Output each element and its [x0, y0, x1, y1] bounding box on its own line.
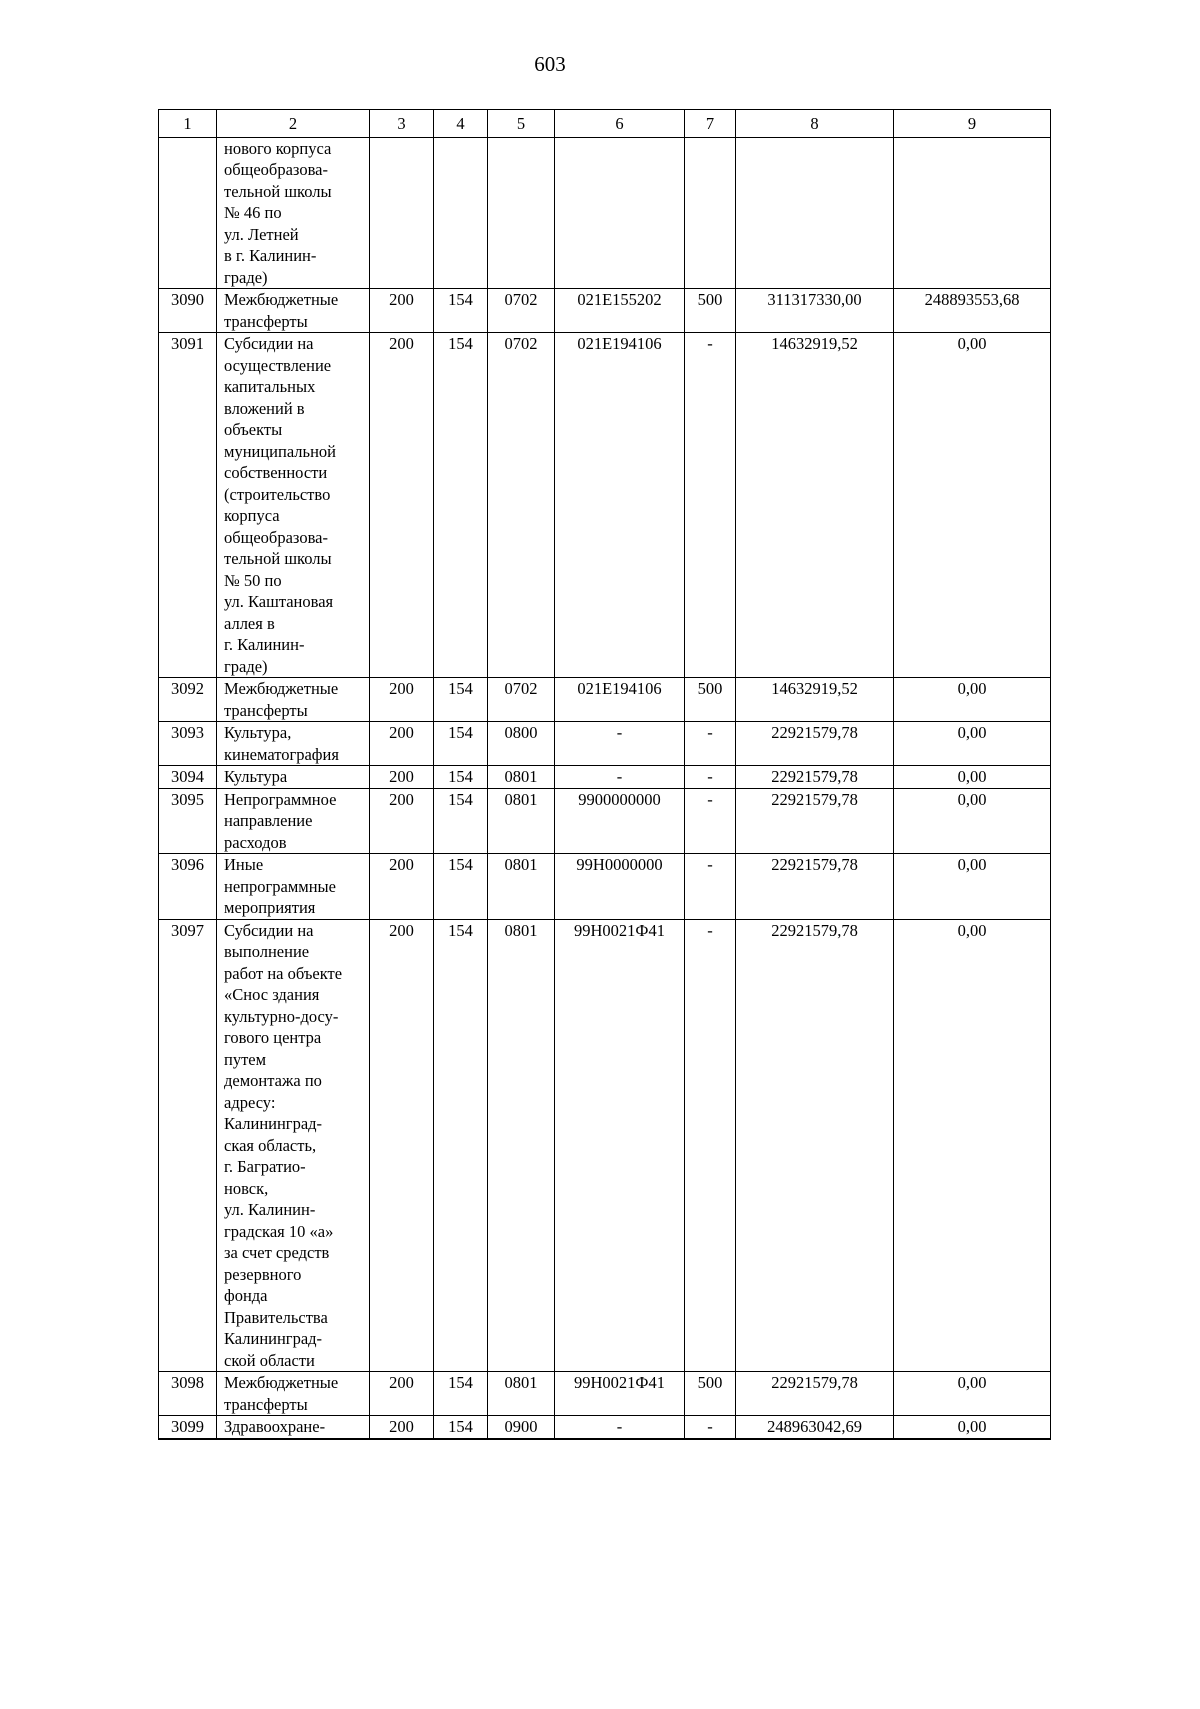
cell-col6: 021Е155202 [555, 289, 685, 333]
cell-col3: 200 [370, 289, 434, 333]
cell-col8: 22921579,78 [736, 919, 894, 1372]
cell-col6: 021Е194106 [555, 333, 685, 678]
cell-col9: 0,00 [894, 788, 1051, 854]
cell-col8: 22921579,78 [736, 766, 894, 789]
cell-col6: 99Н0021Ф41 [555, 1372, 685, 1416]
cell-col5: 0800 [488, 722, 555, 766]
cell-col8: 22921579,78 [736, 854, 894, 920]
row-name: Межбюджетные трансферты [217, 1372, 370, 1416]
column-header: 3 [370, 110, 434, 138]
cell-col3: 200 [370, 919, 434, 1372]
column-header: 4 [434, 110, 488, 138]
cell-col9: 0,00 [894, 333, 1051, 678]
table-row [159, 289, 1051, 333]
cell-col9 [894, 137, 1051, 289]
cell-col6: 021Е194106 [555, 678, 685, 722]
cell-col3: 200 [370, 854, 434, 920]
table-row [159, 766, 1051, 789]
cell-col6: - [555, 1416, 685, 1439]
cell-col9: 0,00 [894, 1372, 1051, 1416]
cell-col4: 154 [434, 722, 488, 766]
cell-col5: 0801 [488, 788, 555, 854]
cell-col8: 248963042,69 [736, 1416, 894, 1439]
cell-col7: - [685, 854, 736, 920]
cell-col5: 0801 [488, 854, 555, 920]
cell-col9: 0,00 [894, 678, 1051, 722]
table-row [159, 788, 1051, 854]
table-row [159, 1416, 1051, 1439]
table-row [159, 854, 1051, 920]
cell-col7: - [685, 919, 736, 1372]
cell-col7: - [685, 766, 736, 789]
cell-col5: 0900 [488, 1416, 555, 1439]
column-header: 7 [685, 110, 736, 138]
table-row [159, 137, 1051, 289]
cell-col5: 0702 [488, 678, 555, 722]
row-number: 3092 [159, 678, 217, 722]
cell-col4: 154 [434, 1416, 488, 1439]
row-name: Межбюджетные трансферты [217, 289, 370, 333]
cell-col8: 22921579,78 [736, 722, 894, 766]
cell-col6: - [555, 722, 685, 766]
row-name: Непрограммное направление расходов [217, 788, 370, 854]
cell-col9: 0,00 [894, 854, 1051, 920]
cell-col5 [488, 137, 555, 289]
row-name: Культура [217, 766, 370, 789]
cell-col4: 154 [434, 788, 488, 854]
row-number: 3091 [159, 333, 217, 678]
cell-col3: 200 [370, 722, 434, 766]
row-number: 3097 [159, 919, 217, 1372]
cell-col8 [736, 137, 894, 289]
cell-col9: 0,00 [894, 766, 1051, 789]
cell-col6 [555, 137, 685, 289]
cell-col9: 248893553,68 [894, 289, 1051, 333]
row-name: Культура, кинематография [217, 722, 370, 766]
table-row [159, 722, 1051, 766]
cell-col4: 154 [434, 854, 488, 920]
cell-col7: - [685, 333, 736, 678]
row-name: Субсидии на осуществление капитальных вложений в объекты муниципальной собственности (строительство корпуса общеобразова- тельной школы № 50 по ул. Каштановая аллея в г. Калинин- граде) [217, 333, 370, 678]
cell-col9: 0,00 [894, 919, 1051, 1372]
cell-col8: 22921579,78 [736, 1372, 894, 1416]
column-header: 1 [159, 110, 217, 138]
cell-col7 [685, 137, 736, 289]
cell-col7: 500 [685, 1372, 736, 1416]
budget-table [158, 109, 1051, 1440]
cell-col4: 154 [434, 289, 488, 333]
row-number: 3099 [159, 1416, 217, 1439]
cell-col7: - [685, 722, 736, 766]
cell-col3: 200 [370, 766, 434, 789]
column-header: 5 [488, 110, 555, 138]
cell-col4 [434, 137, 488, 289]
cell-col8: 14632919,52 [736, 333, 894, 678]
cell-col5: 0801 [488, 766, 555, 789]
page-number: 603 [534, 52, 566, 76]
table-row [159, 919, 1051, 1372]
cell-col7: - [685, 1416, 736, 1439]
column-header: 9 [894, 110, 1051, 138]
header-row [159, 110, 1051, 138]
cell-col5: 0801 [488, 919, 555, 1372]
table-row [159, 678, 1051, 722]
cell-col6: 9900000000 [555, 788, 685, 854]
row-name: Межбюджетные трансферты [217, 678, 370, 722]
cell-col4: 154 [434, 678, 488, 722]
cell-col3: 200 [370, 678, 434, 722]
row-name: Иные непрограммные мероприятия [217, 854, 370, 920]
cell-col9: 0,00 [894, 722, 1051, 766]
column-header: 8 [736, 110, 894, 138]
row-name: нового корпуса общеобразова- тельной школы № 46 по ул. Летней в г. Калинин- граде) [217, 137, 370, 289]
cell-col4: 154 [434, 333, 488, 678]
cell-col6: 99Н0000000 [555, 854, 685, 920]
row-name: Здравоохране- [217, 1416, 370, 1439]
row-number: 3094 [159, 766, 217, 789]
row-number: 3098 [159, 1372, 217, 1416]
cell-col3: 200 [370, 333, 434, 678]
row-number: 3093 [159, 722, 217, 766]
cell-col3: 200 [370, 1372, 434, 1416]
row-number: 3096 [159, 854, 217, 920]
column-header: 2 [217, 110, 370, 138]
row-number: 3095 [159, 788, 217, 854]
cell-col7: 500 [685, 678, 736, 722]
row-number [159, 137, 217, 289]
cell-col3: 200 [370, 788, 434, 854]
cell-col7: - [685, 788, 736, 854]
cell-col5: 0702 [488, 289, 555, 333]
cell-col5: 0702 [488, 333, 555, 678]
cell-col8: 311317330,00 [736, 289, 894, 333]
row-name: Субсидии на выполнение работ на объекте «Снос здания культурно-досу- гового центра путем демонтажа по адресу: Калининград- ская область, г. Багратио- новск, ул. Калинин- градская 10 «а» за счет средств резервного фонда Правительства Калининград- ской области [217, 919, 370, 1372]
cell-col8: 14632919,52 [736, 678, 894, 722]
table-row [159, 333, 1051, 678]
cell-col4: 154 [434, 766, 488, 789]
cell-col7: 500 [685, 289, 736, 333]
cell-col6: - [555, 766, 685, 789]
cell-col5: 0801 [488, 1372, 555, 1416]
cell-col6: 99Н0021Ф41 [555, 919, 685, 1372]
table-row [159, 1372, 1051, 1416]
cell-col3: 200 [370, 1416, 434, 1439]
column-header: 6 [555, 110, 685, 138]
cell-col3 [370, 137, 434, 289]
cell-col8: 22921579,78 [736, 788, 894, 854]
row-number: 3090 [159, 289, 217, 333]
cell-col4: 154 [434, 1372, 488, 1416]
cell-col9: 0,00 [894, 1416, 1051, 1439]
cell-col4: 154 [434, 919, 488, 1372]
